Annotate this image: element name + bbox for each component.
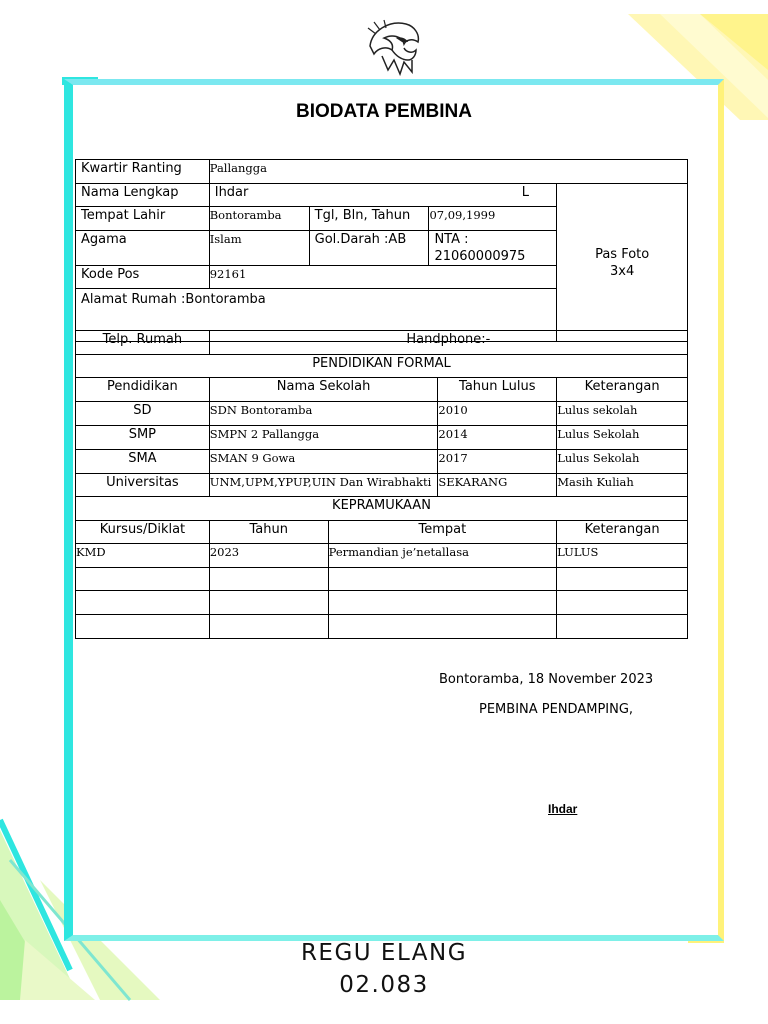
pas-foto-label: Pas Foto <box>595 246 650 262</box>
pendidikan-section-title: PENDIDIKAN FORMAL <box>76 355 688 378</box>
scout-header: Tahun <box>209 521 328 544</box>
scout-course <box>76 615 210 639</box>
edu-header: Keterangan <box>557 378 688 402</box>
scout-note <box>557 591 688 615</box>
tempat-label: Tempat Lahir <box>76 207 210 231</box>
nama-value: Ihdar <box>214 185 249 200</box>
tempat-value: Bontoramba <box>209 207 309 231</box>
edu-level: SD <box>76 402 210 426</box>
edu-note: Lulus Sekolah <box>557 450 688 474</box>
kodepos-value: 92161 <box>209 266 557 289</box>
edu-school: SMPN 2 Pallangga <box>209 426 438 450</box>
scout-course <box>76 568 210 591</box>
scout-header: Tempat <box>328 521 557 544</box>
edu-level: SMA <box>76 450 210 474</box>
scout-note: LULUS <box>557 544 688 568</box>
edu-note: Masih Kuliah <box>557 474 688 497</box>
kwartir-value: Pallangga <box>209 160 687 184</box>
education-table <box>75 330 688 497</box>
scout-place <box>328 615 557 639</box>
kwartir-label: Kwartir Ranting <box>76 160 210 184</box>
table-row <box>76 615 688 639</box>
alamat-value: Alamat Rumah :Bontoramba <box>76 289 557 342</box>
nama-cell <box>209 184 557 207</box>
table-row <box>76 402 688 426</box>
edu-year: SEKARANG <box>438 474 557 497</box>
page-title: BIODATA PEMBINA <box>296 101 472 122</box>
signature-name: Ihdar <box>548 802 578 816</box>
gender-value: L <box>521 185 529 200</box>
scout-course <box>76 591 210 615</box>
table-row <box>76 568 688 591</box>
edu-level: Universitas <box>76 474 210 497</box>
handphone-value: Handphone:- <box>209 331 687 355</box>
scout-year <box>209 615 328 639</box>
pas-foto-size: 3x4 <box>610 263 635 279</box>
edu-school: UNM,UPM,YPUP,UIN Dan Wirabhakti <box>209 474 438 497</box>
kepramukaan-table <box>75 496 688 639</box>
scout-year: 2023 <box>209 544 328 568</box>
scout-header: Kursus/Diklat <box>76 521 210 544</box>
goldarah-value: Gol.Darah :AB <box>309 231 429 266</box>
edu-year: 2017 <box>438 450 557 474</box>
scout-place: Permandian je’netallasa <box>328 544 557 568</box>
footer-team-name: REGU ELANG <box>300 940 468 966</box>
footer-team-number: 02.083 <box>339 972 429 998</box>
signature-place-date: Bontoramba, 18 November 2023 <box>439 672 654 687</box>
kepramukaan-section-title: KEPRAMUKAAN <box>76 497 688 521</box>
scout-course: KMD <box>76 544 210 568</box>
scout-year <box>209 568 328 591</box>
table-row <box>76 474 688 497</box>
edu-note: Lulus sekolah <box>557 402 688 426</box>
tgl-value: 07,09,1999 <box>429 207 557 231</box>
edu-year: 2014 <box>438 426 557 450</box>
scout-place <box>328 568 557 591</box>
nama-label: Nama Lengkap <box>76 184 210 207</box>
scout-note <box>557 568 688 591</box>
edu-header: Tahun Lulus <box>438 378 557 402</box>
scout-note <box>557 615 688 639</box>
edu-school: SDN Bontoramba <box>209 402 438 426</box>
signature-role: PEMBINA PENDAMPING, <box>479 702 634 717</box>
scout-year <box>209 591 328 615</box>
pas-foto-box <box>557 184 688 342</box>
table-row <box>76 591 688 615</box>
tgl-label: Tgl, Bln, Tahun <box>309 207 429 231</box>
edu-level: SMP <box>76 426 210 450</box>
kodepos-label: Kode Pos <box>76 266 210 289</box>
scout-place <box>328 591 557 615</box>
table-row <box>76 426 688 450</box>
identity-table <box>75 159 688 342</box>
scout-header: Keterangan <box>557 521 688 544</box>
table-row <box>76 450 688 474</box>
edu-year: 2010 <box>438 402 557 426</box>
edu-header: Nama Sekolah <box>209 378 438 402</box>
edu-note: Lulus Sekolah <box>557 426 688 450</box>
edu-school: SMAN 9 Gowa <box>209 450 438 474</box>
table-row <box>76 544 688 568</box>
nta-value: NTA : 21060000975 <box>429 231 557 266</box>
agama-value: Islam <box>209 231 309 266</box>
edu-header: Pendidikan <box>76 378 210 402</box>
eagle-logo-icon <box>362 16 424 78</box>
agama-label: Agama <box>76 231 210 266</box>
telp-label: Telp. Rumah <box>76 331 210 355</box>
